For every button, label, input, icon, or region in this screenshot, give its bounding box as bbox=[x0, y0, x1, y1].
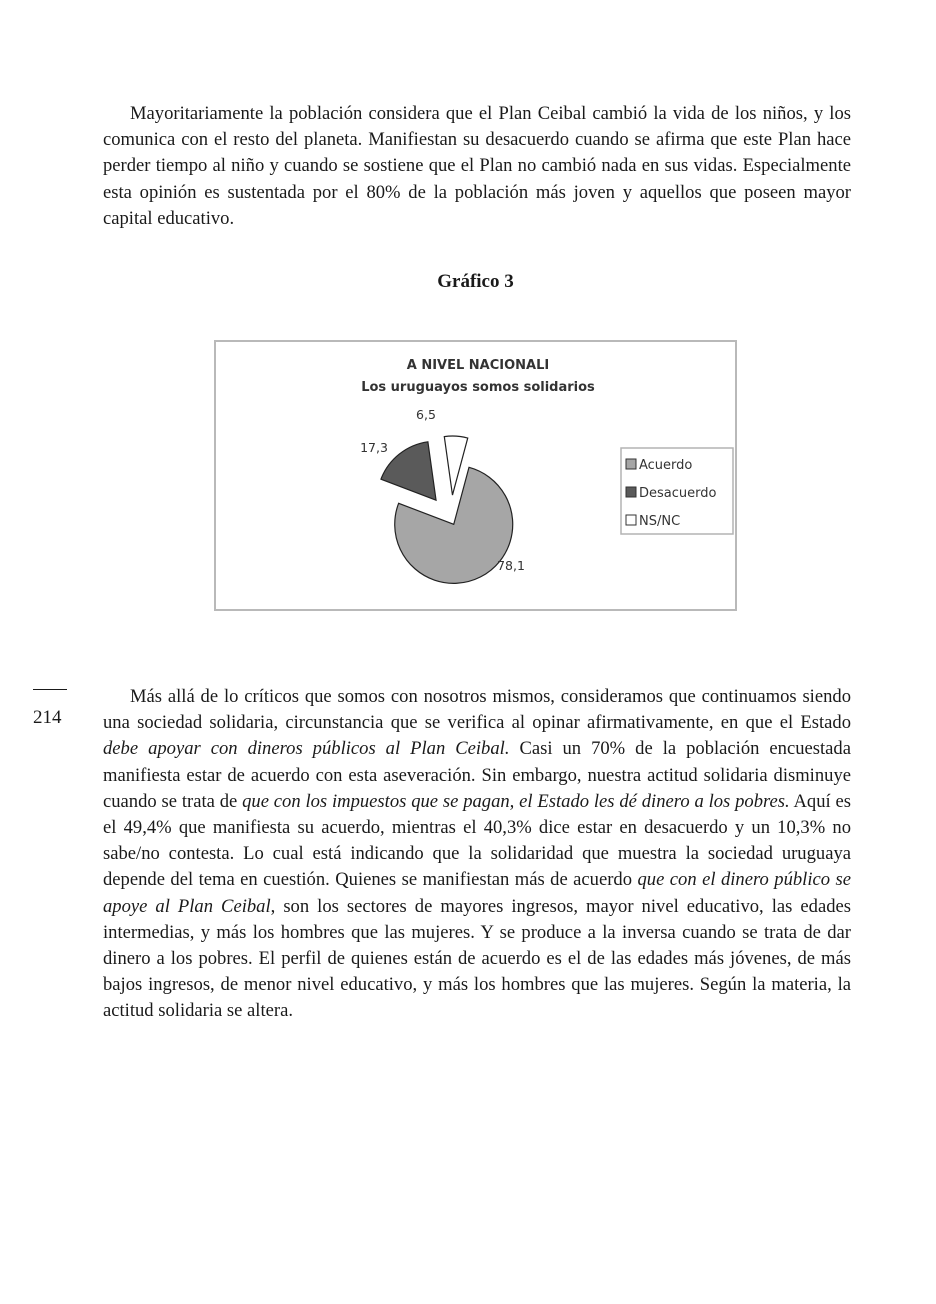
legend-label: NS/NC bbox=[639, 514, 681, 529]
chart-title: A NIVEL NACIONALI bbox=[406, 358, 550, 373]
pie-chart bbox=[214, 340, 737, 611]
pie-slice-desacuerdo bbox=[381, 442, 436, 500]
paragraph-solidarity-text-3: Aquí es el 49,4% que manifiesta su acuerdo, mientras el 40,3% dice estar en desacuerdo y un 10,3% no sabe/no contesta. Lo cual está indicando que la solidaridad que muestra la sociedad uruguaya depende del tema en cuestión. Quienes se manifiestan más de acuerdo bbox=[103, 790, 852, 891]
chart-subtitle: Los uruguayos somos solidarios bbox=[361, 380, 595, 395]
pie-value-label: 78,1 bbox=[497, 558, 525, 573]
legend-label: Desacuerdo bbox=[639, 486, 717, 501]
paragraph-solidarity-text-4: , son los sectores de mayores ingresos, mayor nivel educativo, las edades intermedias, y más los hombres que las mujeres. Y se produce a la inversa cuando se trata de dar dinero a los pobres. El perfil de quienes están de acuerdo es el de las edades más jóvenes, de más bajos ingresos, de menor nivel educativo, y más los hombres que las mujeres. Según la materia, la actitud solidaria se altera. bbox=[103, 895, 851, 1022]
paragraph-solidarity-text-1: Más allá de lo críticos que somos con nosotros mismos, consideramos que continuamos siendo una sociedad solidaria, circunstancia que se verifica al opinar afirmativamente, en que el Estado bbox=[103, 686, 851, 734]
paragraph-solidarity-emphasis-2: que con los impuestos que se pagan, el Estado les dé dinero a los pobres. bbox=[242, 790, 790, 812]
paragraph-solidarity bbox=[103, 684, 851, 1025]
legend-swatch bbox=[626, 459, 636, 469]
page-number-rule bbox=[33, 689, 67, 690]
paragraph-solidarity-emphasis-1: debe apoyar con dineros públicos al Plan Ceibal. bbox=[103, 738, 510, 760]
paragraph-intro: Mayoritariamente la población considera que el Plan Ceibal cambió la vida de los niños, y los comunica con el resto del planeta. Manifiestan su desacuerdo cuando se afirma que este Plan hace perder tiempo al niño y cuando se sostiene que el Plan no cambió nada en sus vidas. Especialmente esta opinión es sustentada por el 80% de la población más joven y aquellos que poseen mayor capital educativo. bbox=[103, 103, 851, 229]
page-number: 214 bbox=[33, 707, 62, 728]
figure-caption: Gráfico 3 bbox=[437, 271, 514, 292]
legend-swatch bbox=[626, 487, 636, 497]
pie-chart-svg bbox=[216, 342, 739, 613]
legend-swatch bbox=[626, 515, 636, 525]
pie-value-label: 17,3 bbox=[360, 440, 388, 455]
paragraph-solidarity-emphasis-3: que con el dinero público se apoye al Plan Ceibal bbox=[103, 869, 851, 917]
pie-value-label: 6,5 bbox=[416, 407, 436, 422]
legend-label: Acuerdo bbox=[639, 458, 693, 473]
paragraph-solidarity-text-2: Casi un 70% de la población encuestada manifiesta estar de acuerdo con esta aseveración. Sin embargo, nuestra actitud solidaria disminuye cuando se trata de bbox=[103, 738, 851, 812]
